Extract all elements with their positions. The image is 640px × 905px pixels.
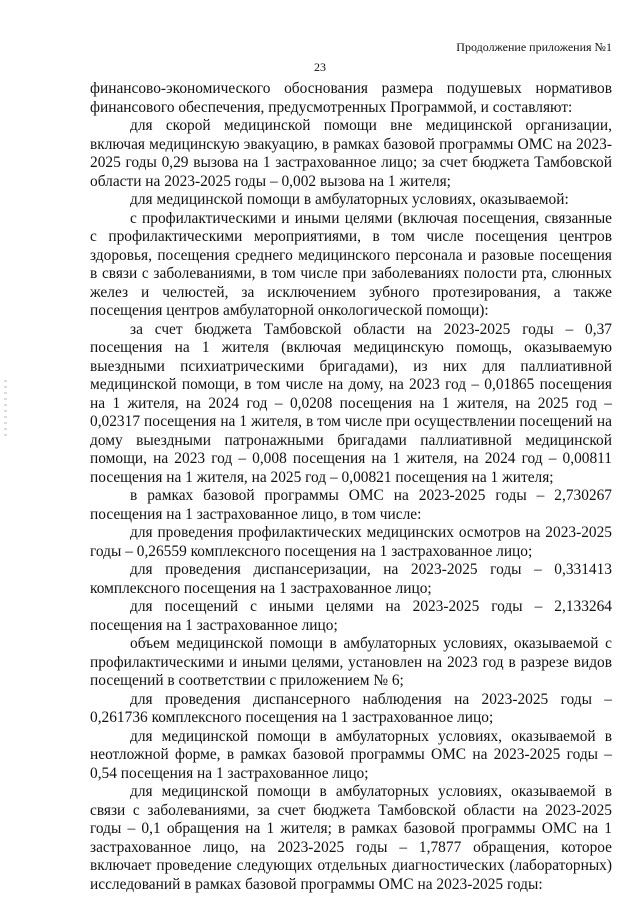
paragraph: для проведения диспансерного наблюдения на 2023-2025 годы – 0,261736 комплексного посещения на 1 застрахованное лицо; [90,690,612,726]
paragraph: объем медицинской помощи в амбулаторных условиях, оказываемой с профилактическими и иными целями, установлен на 2023 год в разрезе видов посещений в соответствии с приложением № 6; [90,635,612,689]
paragraph: за счет бюджета Тамбовской области на 2023-2025 годы – 0,37 посещения на 1 жителя (включая медицинскую помощь, оказываемую выездными психиатрическими бригадами), из них для паллиативной медицинской помощи, в том числе на дому, на 2023 год – 0,01865 посещения на 1 жителя, на 2024 год – 0,0208 посещения на 1 жителя, на 2025 год – 0,02317 посещения на 1 жителя, в том числе при осуществлении посещений на дому выездными патронажными бригадами паллиативной медицинской помощи, на 2023 год – 0,008 посещения на 1 жителя, на 2024 год – 0,00811 посещения на 1 жителя, на 2025 год – 0,00821 посещения на 1 жителя; [90,320,612,486]
scan-margin-artifact [4,380,7,440]
paragraph: с профилактическими и иными целями (включая посещения, связанные с профилактическими мероприятиями, в том числе посещения центров здоровья, посещения среднего медицинского персонала и разовые посещения в связи с заболеваниями, в том числе при заболеваниях полости рта, слюнных желез и челюстей, за исключением зубного протезирования, а также посещения центров амбулаторной онкологической помощи): [90,209,612,319]
paragraph: в рамках базовой программы ОМС на 2023-2025 годы – 2,730267 посещения на 1 застрахованное лицо, в том числе: [90,487,612,523]
appendix-continuation-note: Продолжение приложения №1 [456,40,612,54]
document-body [90,80,612,894]
paragraph: для посещений с иными целями на 2023-2025 годы – 2,133264 посещения на 1 застрахованное лицо; [90,598,612,634]
paragraph: для проведения диспансеризации, на 2023-2025 годы – 0,331413 комплексного посещения на 1 застрахованное лицо; [90,561,612,597]
paragraph: для медицинской помощи в амбулаторных условиях, оказываемой в связи с заболеваниями, за счет бюджета Тамбовской области на 2023-2025 годы – 0,1 обращения на 1 жителя; в рамках базовой программы ОМС на 1 застрахованное лицо, на 2023-2025 годы – 1,7877 обращения, которое включает проведение следующих отдельных диагностических (лабораторных) исследований в рамках базовой программы ОМС на 2023-2025 годы: [90,783,612,893]
paragraph: финансово-экономического обоснования размера подушевых нормативов финансового обеспечения, предусмотренных Программой, и составляют: [90,80,612,116]
paragraph: для медицинской помощи в амбулаторных условиях, оказываемой: [130,191,569,208]
paragraph: для проведения профилактических медицинских осмотров на 2023-2025 годы – 0,26559 комплексного посещения на 1 застрахованное лицо; [90,524,612,560]
paragraph: для медицинской помощи в амбулаторных условиях, оказываемой в неотложной форме, в рамках базовой программы ОМС на 2023-2025 годы – 0,54 посещения на 1 застрахованное лицо; [90,727,612,782]
page-number: 23 [314,60,326,74]
paragraph: для скорой медицинской помощи вне медицинской организации, включая медицинскую эвакуацию, в рамках базовой программы ОМС на 2023-2025 годы 0,29 вызова на 1 застрахованное лицо; за счет бюджета Тамбовской области на 2023-2025 годы – 0,002 вызова на 1 жителя; [90,117,612,190]
